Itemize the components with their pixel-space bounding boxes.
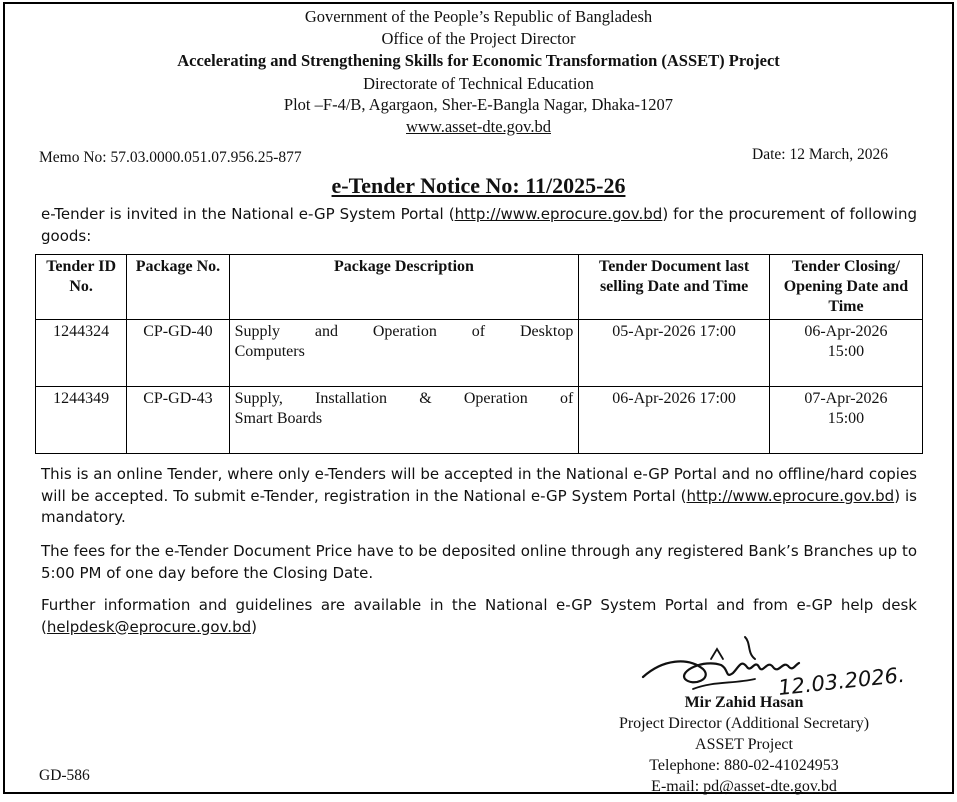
header-document-last-selling: Tender Document last selling Date and Time — [579, 255, 770, 320]
package-description-cell — [229, 320, 579, 387]
header-directorate: Directorate of Technical Education — [363, 74, 594, 93]
closing-date: 07-Apr-2026 — [804, 390, 888, 407]
header-address: Plot –F-4/B, Agargaon, Sher-E-Bangla Nagar, Dhaka-1207 — [283, 95, 674, 114]
info-text-end: ) — [251, 617, 257, 636]
header-package-no: Package No. — [127, 255, 229, 320]
notice-title: e-Tender Notice No: 11/2025-26 — [331, 173, 626, 198]
header-closing-opening: Tender Closing/ Opening Date and Time — [769, 255, 922, 320]
online-tender-paragraph — [41, 464, 917, 529]
closing-time: 15:00 — [827, 343, 865, 360]
closing-date-cell — [769, 387, 922, 454]
tender-id-cell: 1244324 — [36, 320, 127, 387]
closing-date: 06-Apr-2026 — [804, 323, 888, 340]
fees-paragraph: The fees for the e-Tender Document Price have to be deposited online through any registered Bank’s Branches up to 5:00 PM of one day before the Closing Date. — [41, 542, 917, 582]
header-office: Office of the Project Director — [381, 29, 576, 48]
online-eprocure-link[interactable]: http://www.eprocure.gov.bd — [686, 486, 895, 505]
signer-telephone: Telephone: 880-02-41024953 — [649, 757, 839, 774]
online-text-start: This is an online Tender, where only e-Tenders will be accepted in the National e-GP Portal and no offline/hard copies will be accepted. To submit e-Tender, registration in the National e-GP System Portal ( — [41, 465, 917, 505]
closing-date-cell — [769, 320, 922, 387]
intro-paragraph — [41, 204, 917, 247]
header-website-link[interactable]: www.asset-dte.gov.bd — [406, 117, 551, 136]
intro-eprocure-link[interactable]: http://www.eprocure.gov.bd — [454, 205, 663, 223]
signer-email-label: E-mail: — [651, 778, 704, 795]
package-no-cell: CP-GD-43 — [127, 387, 229, 454]
package-no-cell: CP-GD-40 — [127, 320, 229, 387]
tender-id-cell: 1244349 — [36, 387, 127, 454]
description-line: Supply, Installation & Operation of — [234, 390, 574, 407]
intro-text-start: e-Tender is invited in the National e-GP System Portal ( — [41, 205, 455, 223]
header-government: Government of the People’s Republic of Bangladesh — [304, 7, 653, 26]
description-line: Computers — [234, 343, 305, 360]
tender-notice-page — [3, 2, 954, 794]
tender-table — [35, 254, 923, 454]
signer-email-link[interactable]: pd@asset-dte.gov.bd — [703, 778, 837, 795]
signer-designation: Project Director (Additional Secretary) — [618, 715, 870, 732]
helpdesk-email-link[interactable]: helpdesk@eprocure.gov.bd — [46, 617, 252, 636]
document-date-cell: 05-Apr-2026 17:00 — [579, 320, 770, 387]
signature-date: 12.03.2026. — [777, 662, 906, 700]
signer-project: ASSET Project — [695, 736, 793, 753]
signature-icon — [633, 629, 923, 701]
online-text-end: ) is mandatory. — [41, 486, 917, 526]
header-package-description: Package Description — [229, 255, 579, 320]
memo-number: Memo No: 57.03.0000.051.07.956.25-877 — [39, 149, 302, 166]
reference-number: GD-586 — [39, 767, 90, 784]
signer-name: Mir Zahid Hasan — [684, 694, 804, 711]
header-tender-id: Tender ID No. — [36, 255, 127, 320]
closing-time: 15:00 — [827, 410, 865, 427]
package-description-cell — [229, 387, 579, 454]
intro-text-end: ) for the procurement of following goods: — [41, 205, 917, 245]
signer-email-line — [589, 778, 899, 796]
document-date-cell: 06-Apr-2026 17:00 — [579, 387, 770, 454]
info-text-start: Further information and guidelines are available in the National e-GP System Portal and from e-GP help desk ( — [41, 596, 917, 636]
table-row — [36, 320, 923, 387]
table-row — [36, 387, 923, 454]
header-website-line — [5, 117, 952, 137]
notice-date: Date: 12 March, 2026 — [752, 146, 889, 163]
description-line: Smart Boards — [234, 410, 323, 427]
table-header-row — [36, 255, 923, 320]
header-project: Accelerating and Strengthening Skills for Economic Transformation (ASSET) Project — [177, 51, 780, 70]
description-line: Supply and Operation of Desktop — [234, 323, 574, 340]
